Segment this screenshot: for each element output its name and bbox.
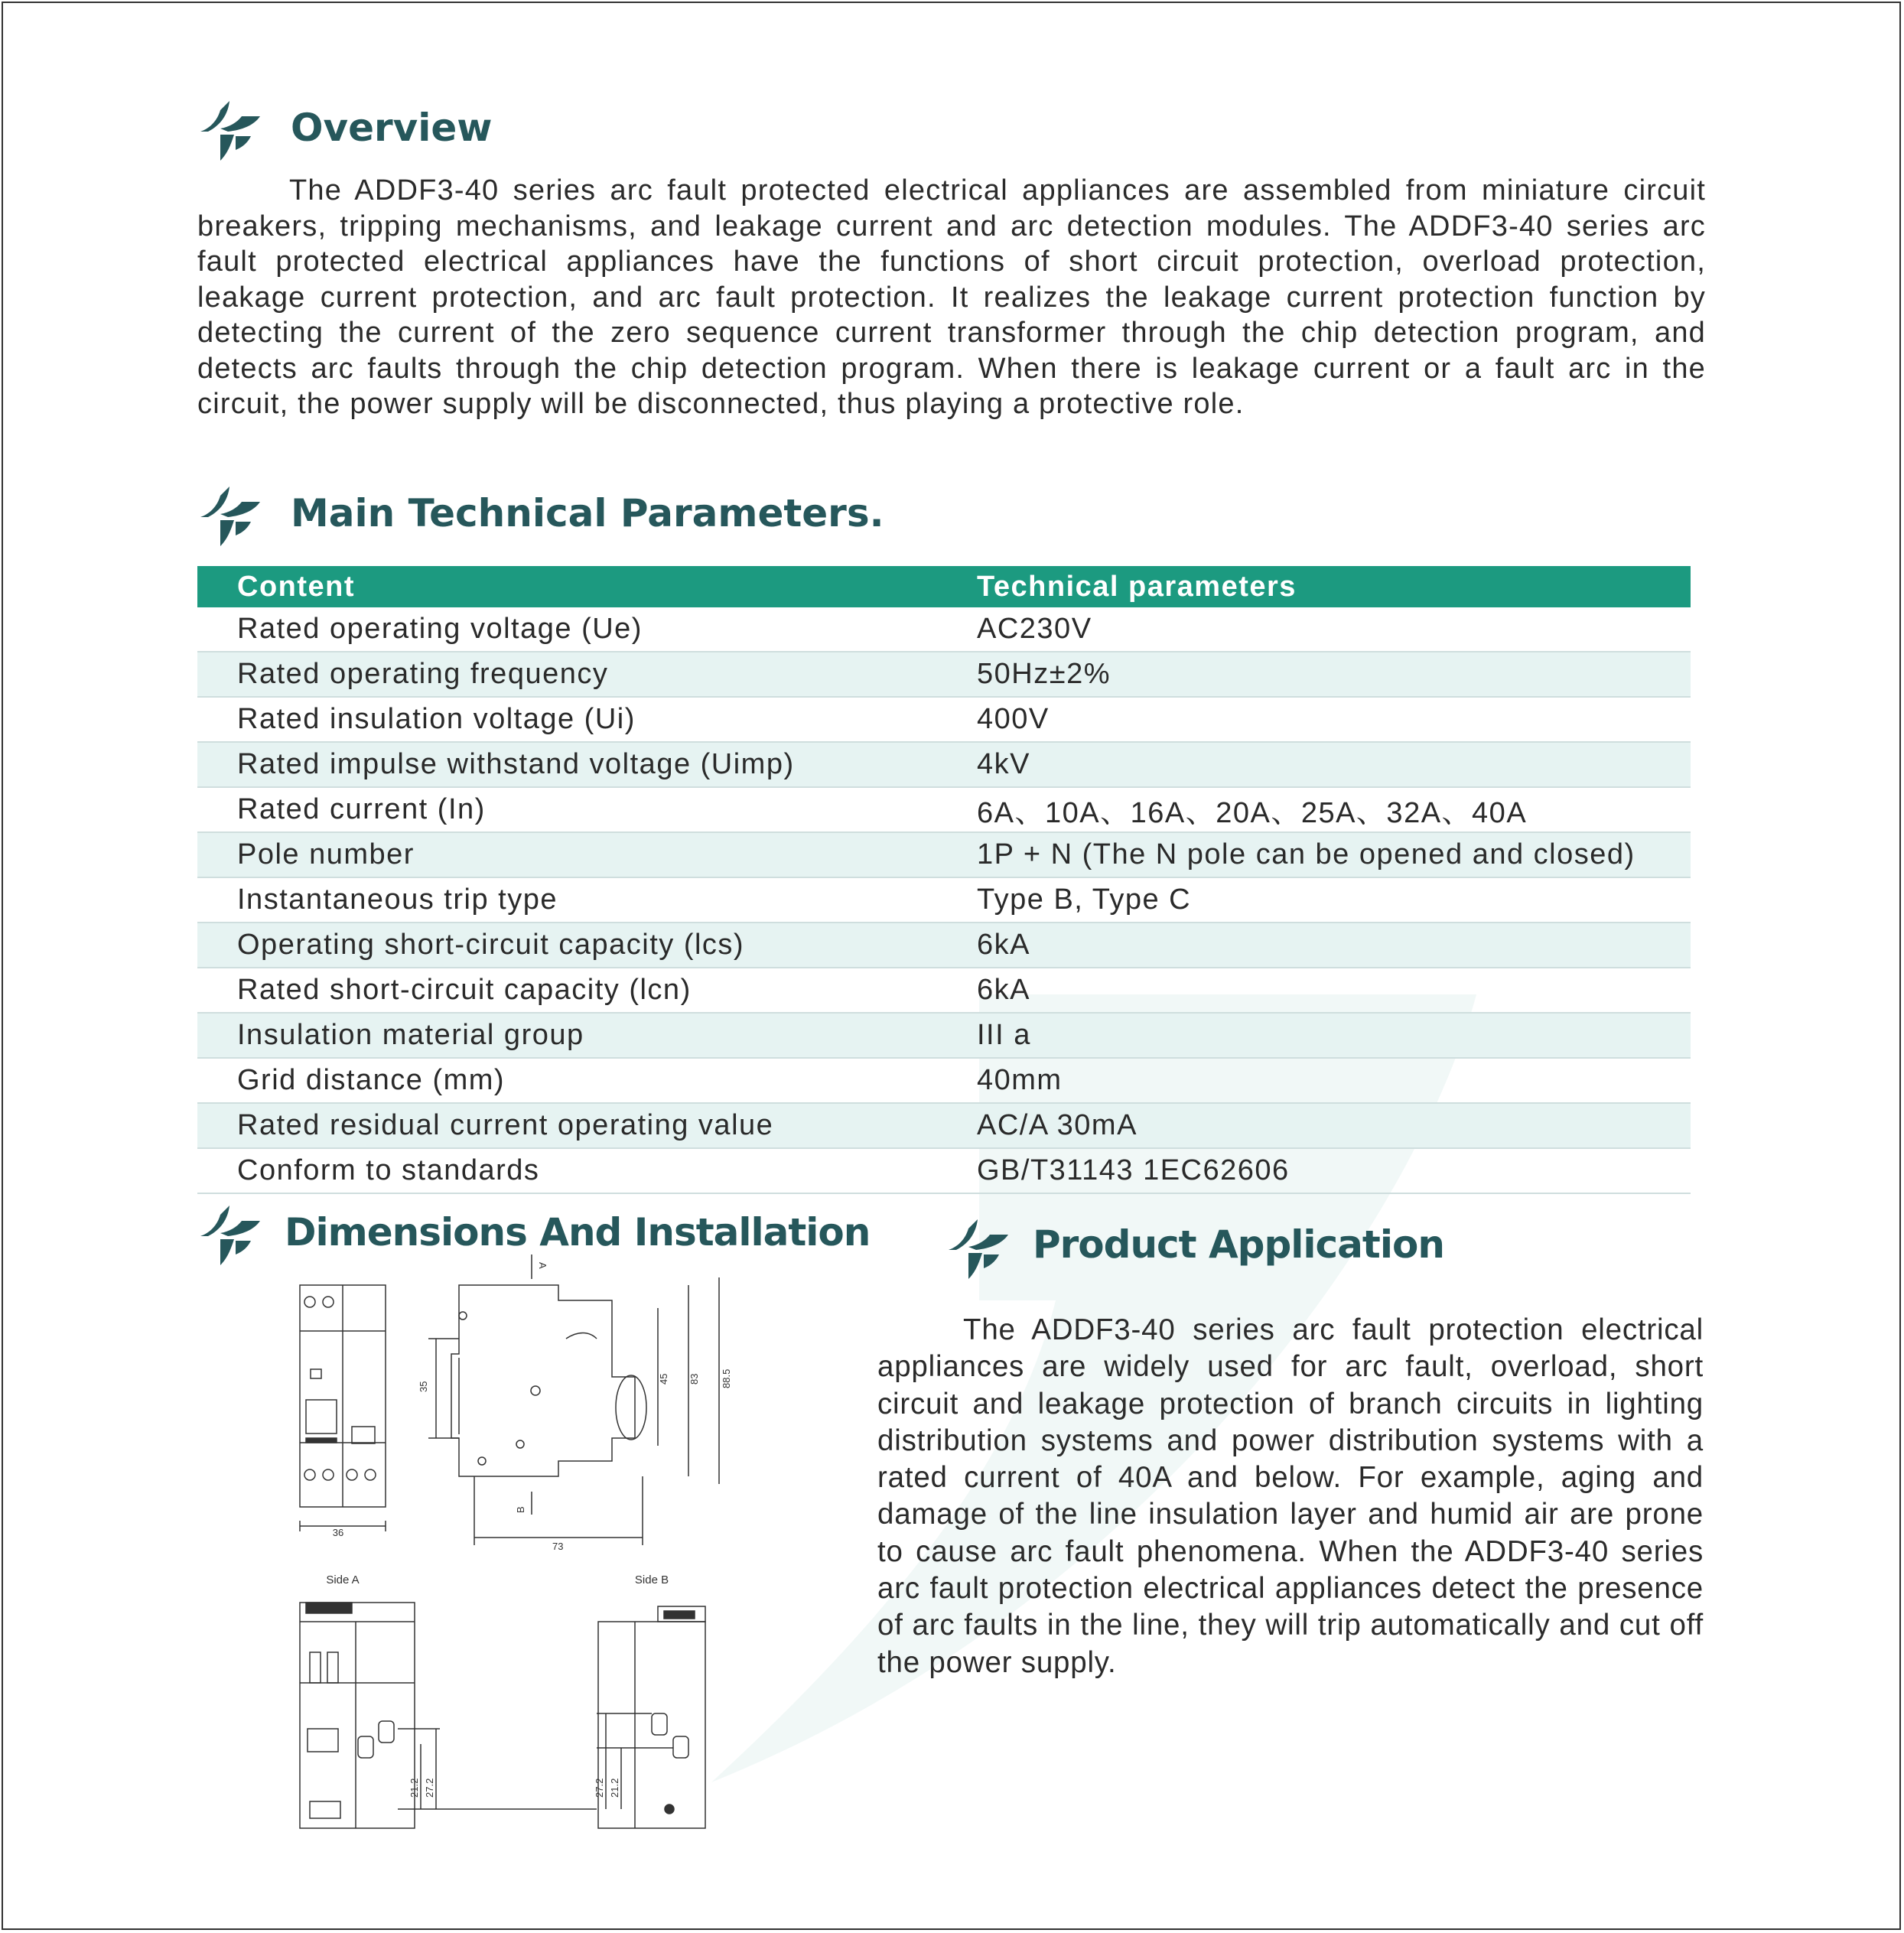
- row-value: 6A、10A、16A、20A、25A、32A、40A: [937, 787, 1691, 832]
- row-label: Rated operating frequency: [197, 652, 937, 697]
- side-view: [418, 1254, 732, 1552]
- dim-right-27: 27.2: [594, 1778, 605, 1798]
- brand-leaf-icon: [945, 1216, 1010, 1281]
- table-row: [197, 607, 1691, 652]
- dim-left-21: 21.2: [408, 1778, 420, 1798]
- row-label: Pole number: [197, 832, 937, 877]
- brand-leaf-icon: [197, 98, 262, 162]
- dim-width-front: 36: [332, 1527, 344, 1538]
- row-value: GB/T31143 1EC62606: [937, 1148, 1691, 1193]
- row-label: Operating short-circuit capacity (lcs): [197, 923, 937, 968]
- row-value: Type B, Type C: [937, 877, 1691, 923]
- overview-body: The ADDF3-40 series arc fault protected electrical appliances are assembled from miniature circuit breakers, tripping mechanisms, and leakage current and arc detection modules. The ADDF3-40 series arc fault protected electrical appliances have the functions of short circuit protection, overload protection, leakage current protection, and arc fault protection. It realizes the leakage current protection function by detecting the current of the zero sequence current transformer through the chip detection program, and detects arc faults through the chip detection program. When there is leakage current or a fault arc in the circuit, the power supply will be disconnected, thus playing a protective role.: [197, 174, 1706, 420]
- row-value: AC/A 30mA: [937, 1103, 1691, 1148]
- dim-width-side: 73: [552, 1541, 564, 1552]
- row-label: Conform to standards: [197, 1148, 937, 1193]
- dim-height-35: 35: [418, 1381, 429, 1392]
- side-b-label: Side B: [634, 1573, 669, 1586]
- table-row: [197, 1058, 1691, 1103]
- application-body: The ADDF3-40 series arc fault protection electrical appliances are widely used for arc fault, overload, short circuit and leakage protection of branch circuits in lighting distribution systems and power distribution systems with a rated current of 40A and below. For example, aging and damage of the line insulation layer and humid air are prone to cause arc fault phenomena. When the ADDF3-40 series arc fault protection electrical appliances detect the presence of arc faults in the line, they will trip automatically and cut off the power supply.: [877, 1313, 1704, 1679]
- dim-right-21: 21.2: [609, 1778, 620, 1798]
- row-label: Insulation material group: [197, 1013, 937, 1058]
- table-row: [197, 697, 1691, 742]
- row-value: 1P + N (The N pole can be opened and closed): [937, 832, 1691, 877]
- row-value: III a: [937, 1013, 1691, 1058]
- table-row: [197, 1013, 1691, 1058]
- table-row: [197, 1148, 1691, 1193]
- dim-height-83: 83: [688, 1373, 700, 1385]
- side-a-label: Side A: [326, 1573, 360, 1586]
- row-label: Rated operating voltage (Ue): [197, 607, 937, 652]
- row-value: 6kA: [937, 968, 1691, 1013]
- row-value: 40mm: [937, 1058, 1691, 1103]
- table-row: [197, 1103, 1691, 1148]
- row-label: Grid distance (mm): [197, 1058, 937, 1103]
- header-content: Content: [197, 566, 937, 607]
- row-value: 4kV: [937, 742, 1691, 787]
- table-row: [197, 877, 1691, 923]
- row-label: Rated insulation voltage (Ui): [197, 697, 937, 742]
- application-title: Product Application: [1033, 1222, 1444, 1267]
- row-label: Rated current (In): [197, 787, 937, 832]
- marker-b: B: [515, 1506, 526, 1513]
- row-value: 50Hz±2%: [937, 652, 1691, 697]
- dimension-drawing: [275, 1247, 765, 1836]
- parameters-table: [197, 566, 1691, 1194]
- brand-leaf-icon: [197, 1202, 262, 1267]
- table-row: [197, 787, 1691, 832]
- brand-leaf-icon: [197, 483, 262, 548]
- row-value: 400V: [937, 697, 1691, 742]
- dim-height-885: 88.5: [721, 1368, 732, 1388]
- dim-left-27: 27.2: [424, 1778, 435, 1798]
- row-label: Rated short-circuit capacity (lcn): [197, 968, 937, 1013]
- row-value: AC230V: [937, 607, 1691, 652]
- row-value: 6kA: [937, 923, 1691, 968]
- side-b-view: [594, 1606, 705, 1828]
- table-row: [197, 652, 1691, 697]
- marker-a: A: [537, 1262, 548, 1269]
- row-label: Rated residual current operating value: [197, 1103, 937, 1148]
- front-view: [300, 1285, 386, 1538]
- overview-title: Overview: [291, 106, 493, 150]
- table-row: [197, 832, 1691, 877]
- row-label: Instantaneous trip type: [197, 877, 937, 923]
- table-row: [197, 742, 1691, 787]
- dimensions-title: Dimensions And Installation: [285, 1210, 871, 1254]
- table-row: [197, 923, 1691, 968]
- table-row: [197, 968, 1691, 1013]
- table-header-row: [197, 566, 1691, 607]
- parameters-title: Main Technical Parameters.: [291, 491, 884, 535]
- row-label: Rated impulse withstand voltage (Uimp): [197, 742, 937, 787]
- dim-height-45: 45: [658, 1373, 669, 1385]
- side-a-view: [300, 1603, 440, 1828]
- header-technical-parameters: Technical parameters: [937, 566, 1691, 607]
